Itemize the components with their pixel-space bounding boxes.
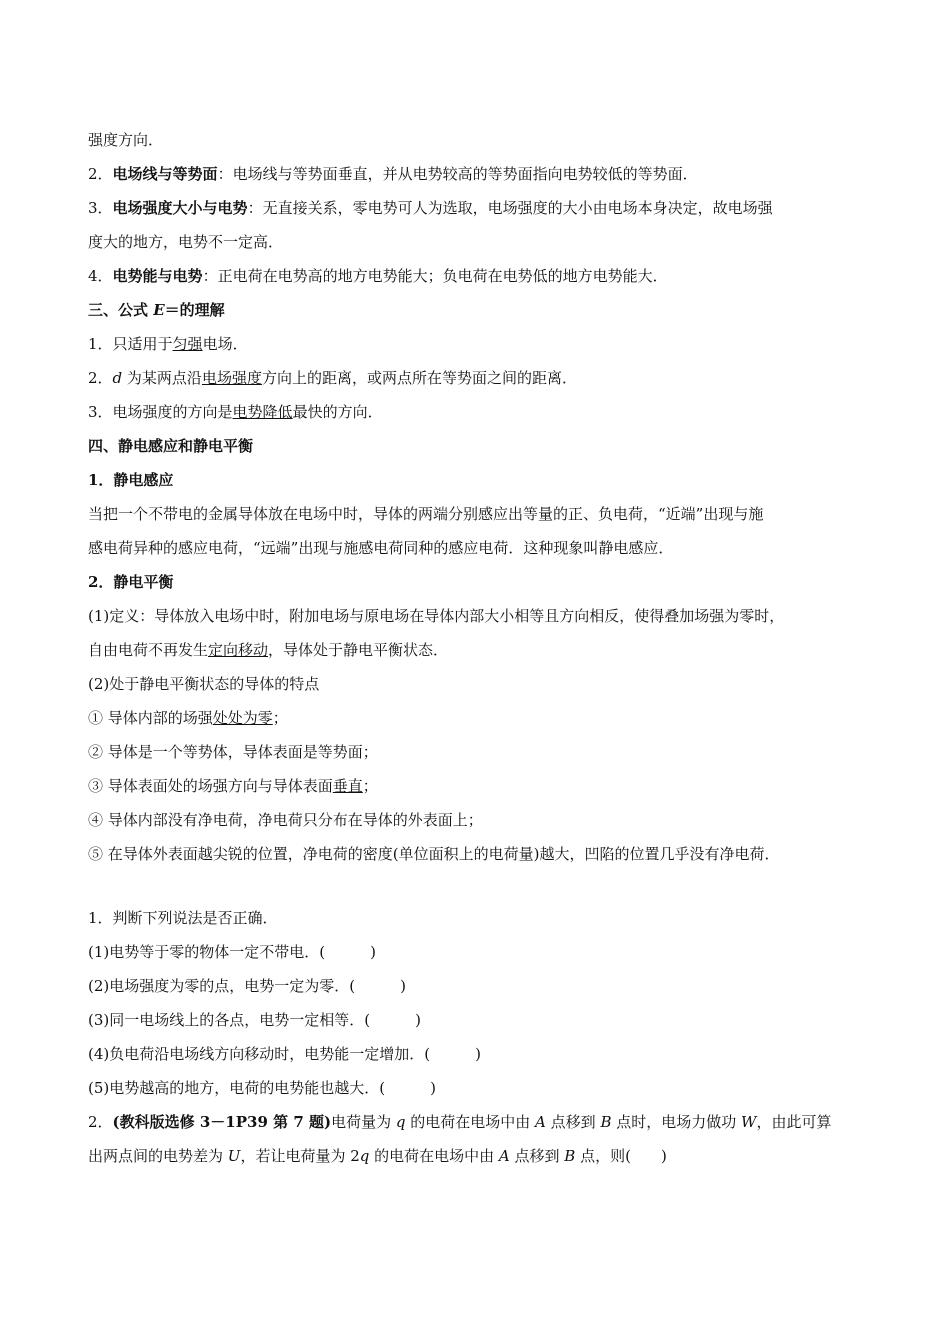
formula-symbol: A: [535, 1113, 546, 1131]
text: 最快的方向．: [292, 403, 383, 421]
item-number: 2．: [88, 1113, 113, 1131]
list-item: ④ 导体内部没有净电荷，净电荷只分布在导体的外表面上；: [88, 811, 483, 829]
text: ；: [362, 777, 378, 795]
item-term: 电场强度大小与电势: [112, 199, 248, 217]
list-item: [88, 701, 864, 735]
formula-symbol: B: [600, 1113, 612, 1131]
question-item: (1)电势等于零的物体一定不带电．( ): [88, 943, 376, 961]
question-item: (4)负电荷沿电场线方向移动时，电势能一定增加．( ): [88, 1045, 481, 1063]
list-item: [88, 395, 864, 429]
underlined-answer: 处处为零: [212, 709, 273, 727]
item-text: ：无直接关系，零电势可人为选取，电场强度的大小由电场本身决定，故电场强: [247, 199, 773, 217]
formula-symbol: E: [153, 301, 165, 319]
question-stem: [88, 1139, 864, 1173]
text: 点移到: [509, 1147, 565, 1165]
text: ，由此可算: [756, 1113, 832, 1131]
underlined-answer: 电场强度: [201, 369, 262, 387]
underlined-answer: 定向移动: [208, 641, 269, 659]
document-page: [88, 123, 864, 1173]
subsection-heading: 2．静电平衡: [88, 573, 174, 591]
section-heading: [88, 293, 864, 327]
heading-text: 三、公式: [88, 301, 154, 319]
paragraph-line: [88, 633, 864, 667]
question-item: (3)同一电场线上的各点，电势一定相等．( ): [88, 1011, 421, 1029]
subsection-heading: 1．静电感应: [88, 471, 174, 489]
text: 为某两点沿: [122, 369, 202, 387]
text: 强度方向．: [88, 131, 164, 149]
item-number: 2．: [88, 165, 113, 183]
text: ，导体处于静电平衡状态．: [268, 641, 449, 659]
text: 出两点间的电势差为: [88, 1147, 228, 1165]
underlined-answer: 匀强: [172, 335, 203, 353]
text: 方向上的距离，或两点所在等势面之间的距离．: [261, 369, 577, 387]
text: 3．电场强度的方向是: [88, 403, 233, 421]
paragraph-line: 感电荷异种的感应电荷，“远端”出现与施感电荷同种的感应电荷．这种现象叫静电感应．: [88, 539, 674, 557]
list-item: [88, 259, 864, 293]
text: 的电荷在电场中由: [369, 1147, 499, 1165]
text: ① 导体内部的场强: [88, 709, 213, 727]
underlined-answer: 电势降低: [232, 403, 293, 421]
formula-symbol: B: [564, 1147, 576, 1165]
formula-symbol: U: [227, 1147, 241, 1165]
text: 点时，电场力做功: [611, 1113, 742, 1131]
question-item: (2)电场强度为零的点，电势一定为零．( ): [88, 977, 406, 995]
formula-symbol: q: [359, 1147, 370, 1165]
text: 点移到: [545, 1113, 601, 1131]
question-source: (教科版选修 3－1P39 第 7 题): [112, 1113, 332, 1131]
list-item: ⑤ 在导体外表面越尖锐的位置，净电荷的密度(单位面积上的电荷量)越大，凹陷的位置几乎没有净电荷．: [88, 845, 780, 863]
list-item: [88, 157, 864, 191]
paragraph-line: [88, 123, 864, 157]
paragraph-line: 当把一个不带电的金属导体放在电场中时，导体的两端分别感应出等量的正、负电荷，“近端”出现与施: [88, 505, 764, 523]
item-number: 3．: [88, 199, 113, 217]
paragraph-line: [88, 225, 864, 259]
text: 度大的地方，电势不一定高．: [88, 233, 284, 251]
formula-symbol: W: [741, 1113, 757, 1131]
item-text: ：正电荷在电势高的地方电势能大；负电荷在电势低的地方电势能大．: [202, 267, 668, 285]
text: ③ 导体表面处的场强方向与导体表面: [88, 777, 333, 795]
list-item: [88, 327, 864, 361]
question-stem: 1．判断下列说法是否正确．: [88, 909, 278, 927]
list-item: [88, 361, 864, 395]
text: 点，则( ): [575, 1147, 667, 1165]
text: ，若让电荷量为 2: [240, 1147, 360, 1165]
text: 的电荷在电场中由: [405, 1113, 536, 1131]
list-item: [88, 191, 864, 225]
question-item: (5)电势越高的地方，电荷的电势能也越大．( ): [88, 1079, 436, 1097]
paragraph-line: (2)处于静电平衡状态的导体的特点: [88, 675, 320, 693]
text: 1．只适用于: [88, 335, 173, 353]
formula-symbol: q: [395, 1113, 406, 1131]
section-heading: 四、静电感应和静电平衡: [88, 437, 254, 455]
heading-text: ＝的理解: [164, 301, 225, 319]
text: 电场．: [202, 335, 248, 353]
text: ；: [272, 709, 288, 727]
paragraph-line: (1)定义：导体放入电场中时，附加电场与原电场在导体内部大小相等且方向相反，使得叠加场强为零时，: [88, 607, 785, 625]
item-number: 4．: [88, 267, 113, 285]
formula-symbol: d: [112, 369, 123, 387]
item-text: ：电场线与等势面垂直，并从电势较高的等势面指向电势较低的等势面．: [217, 165, 698, 183]
text: 电荷量为: [331, 1113, 396, 1131]
question-stem: [88, 1105, 864, 1139]
list-item: ② 导体是一个等势体，导体表面是等势面；: [88, 743, 378, 761]
formula-symbol: A: [498, 1147, 510, 1165]
underlined-answer: 垂直: [332, 777, 363, 795]
item-number: 2．: [88, 369, 113, 387]
item-term: 电场线与等势面: [112, 165, 218, 183]
list-item: [88, 769, 864, 803]
text: 自由电荷不再发生: [88, 641, 209, 659]
item-term: 电势能与电势: [112, 267, 203, 285]
